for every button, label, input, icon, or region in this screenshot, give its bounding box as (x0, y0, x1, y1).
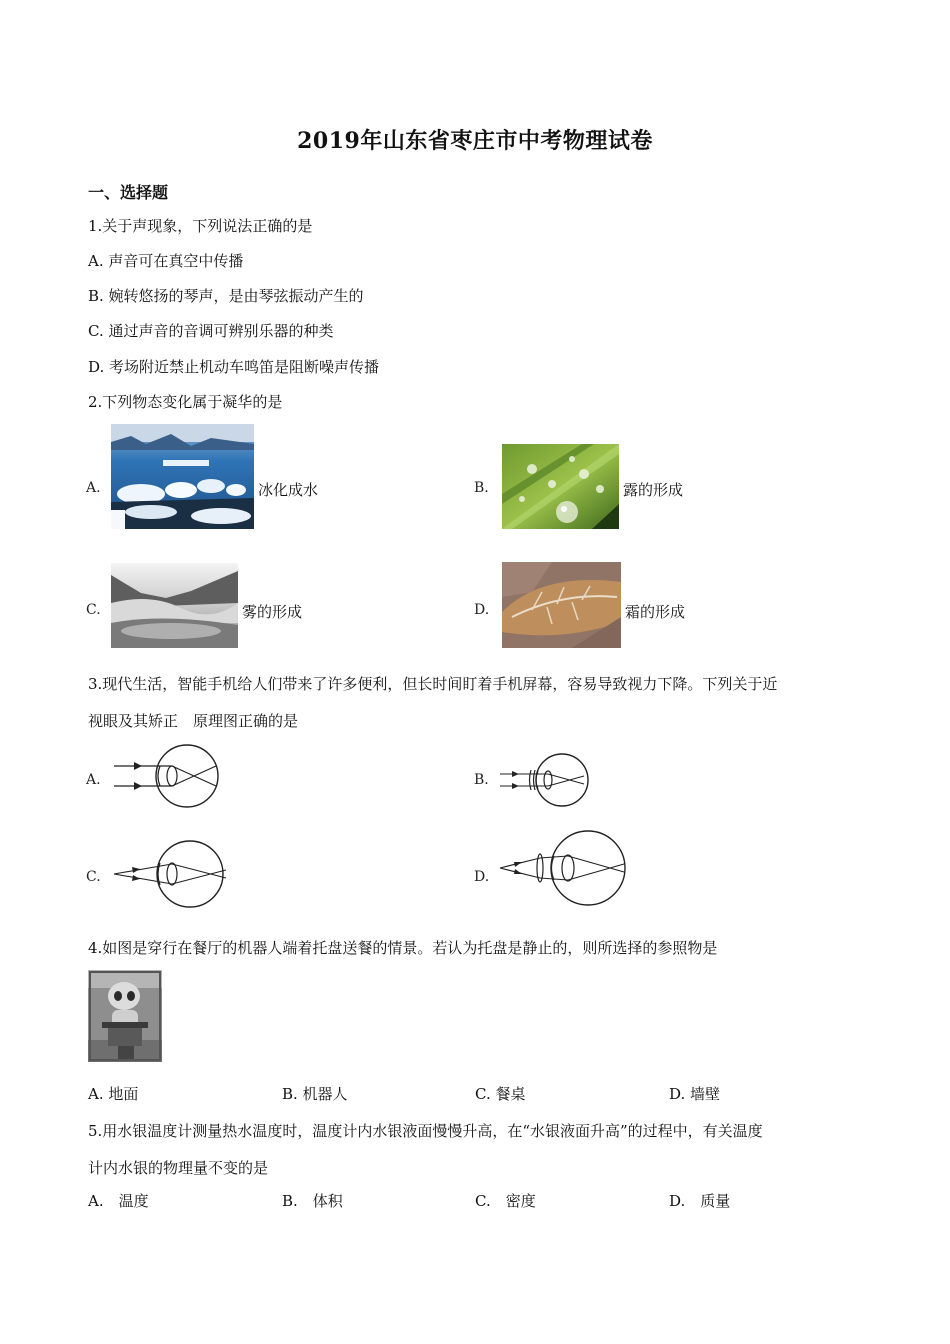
q2-option-d-caption: 霜的形成 (625, 603, 686, 621)
dew-drops-photo (502, 444, 619, 529)
q3-option-d-label: D. (474, 869, 490, 885)
q4-option-d: D. 墙壁 (669, 1085, 721, 1103)
q5-option-d: D. 质量 (669, 1192, 731, 1210)
eye-diagram-b (498, 750, 594, 810)
q4-stem: 4.如图是穿行在餐厅的机器人端着托盘送餐的情景。若认为托盘是静止的，则所选择的参照物是 (88, 939, 718, 957)
section-heading: 一、选择题 (88, 183, 169, 202)
q5-option-a: A. 温度 (88, 1192, 149, 1210)
q3-option-b-label: B. (474, 772, 489, 788)
ice-melting-photo (111, 424, 254, 529)
q1-option-a: A. 声音可在真空中传播 (88, 252, 244, 270)
q3-stem-line2: 视眼及其矫正 原理图正确的是 (88, 712, 299, 730)
q1-option-d: D. 考场附近禁止机动车鸣笛是阻断噪声传播 (88, 358, 380, 376)
q1-option-c: C. 通过声音的音调可辨别乐器的种类 (88, 322, 334, 340)
q4-option-b: B. 机器人 (282, 1085, 348, 1103)
eye-diagram-a (112, 742, 222, 810)
q5-option-c: C. 密度 (475, 1192, 536, 1210)
q4-option-a: A. 地面 (88, 1085, 139, 1103)
q2-option-c-label: C. (86, 602, 101, 618)
q2-option-a-label: A. (86, 480, 101, 496)
fog-photo (111, 563, 238, 648)
q4-option-c: C. 餐桌 (475, 1085, 526, 1103)
q3-stem-line1: 3.现代生活，智能手机给人们带来了许多便利，但长时间盯着手机屏幕，容易导致视力下降。下列关于近 (88, 675, 778, 693)
q5-stem-line1: 5.用水银温度计测量热水温度时，温度计内水银液面慢慢升高，在“水银液面升高”的过程中，有关温度 (88, 1122, 763, 1140)
q2-stem: 2.下列物态变化属于凝华的是 (88, 393, 283, 411)
q2-option-a-caption: 冰化成水 (258, 481, 319, 499)
eye-diagram-d (498, 826, 630, 910)
q2-option-b-label: B. (474, 480, 489, 496)
eye-diagram-c (112, 838, 232, 910)
q1-stem: 1.关于声现象，下列说法正确的是 (88, 217, 313, 235)
q3-option-c-label: C. (86, 869, 101, 885)
frost-photo (502, 562, 621, 648)
page-title: 2019年山东省枣庄市中考物理试卷 (297, 128, 653, 154)
q5-option-b: B. 体积 (282, 1192, 343, 1210)
q2-option-b-caption: 露的形成 (623, 481, 684, 499)
q3-option-a-label: A. (86, 772, 101, 788)
q5-stem-line2: 计内水银的物理量不变的是 (88, 1159, 269, 1177)
q2-option-c-caption: 雾的形成 (242, 603, 303, 621)
robot-waiter-photo (88, 970, 162, 1062)
q2-option-d-label: D. (474, 602, 490, 618)
q1-option-b: B. 婉转悠扬的琴声，是由琴弦振动产生的 (88, 287, 364, 305)
